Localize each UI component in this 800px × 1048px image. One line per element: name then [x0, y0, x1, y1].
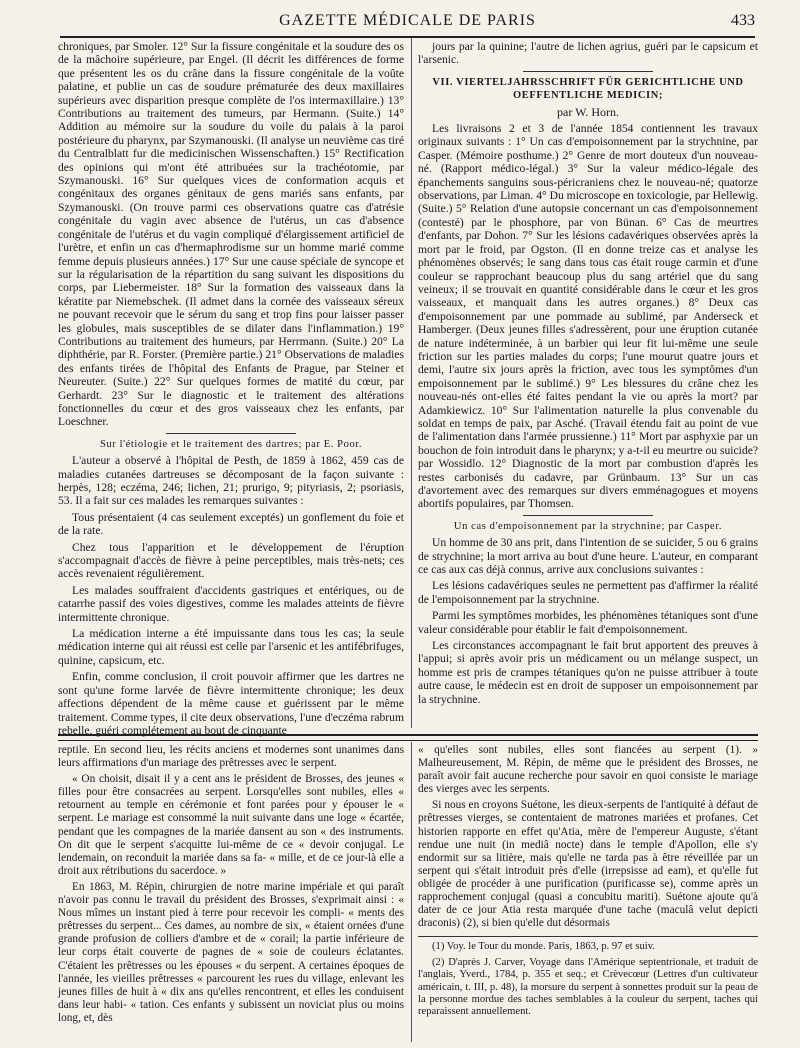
section-heading: Un cas d'empoisonnement par la strychnine; par Casper. — [453, 520, 723, 532]
paragraph: En 1863, M. Répin, chirurgien de notre marine impériale et qui paraît n'avoir pas connu le travail du président des Brosses, s'exprimait ainsi : « Nous mîmes un instant pied à terre pour recevoir les compli- « ments des prêtresses du serpent... Ces dames, au nombre de six, « étaient ornées d'une grande profusion de colliers d'ambre et de « corail; la partie inférieure de leur corps était couverte de pagnes de « soie de couleurs éclatantes. C'étaient les prêtresses ou les épouses « du serpent. A certaines époques de l'année, les vieilles prêtresses « parcourent les rues du village, enlevant les jeunes filles de huit à « dix ans qu'elles rencontrent, et elles les conduisent dans leur habi- « tation. Ces enfants y subissent un noviciat plus ou moins long, et, dès — [58, 880, 404, 1024]
footnote-rule — [418, 936, 758, 937]
paragraph: La médication interne a été impuissante dans tous les cas; la seule médication interne qui ait réussi est celle par l'arsenic et les antifébrifuges, quinine, capsicum, etc. — [58, 627, 404, 667]
paragraph: Les livraisons 2 et 3 de l'année 1854 contiennent les travaux originaux suivants : 1° Un cas d'empoisonnement par la strychnine, par Casper. (Mémoire posthume.) 2° Genre de mort douteux d'un nouveau-né. (Rapport médico-légal.) 3° Sur la valeur médico-légale des épanchements sanguins sous-péricraniens chez le nouveau-né; quatorze observations, par Liman. 4° Du microscope en toxicologie, par Hellewig. (Suite.) 5° Relation d'une autopsie concernant un cas d'empoisonnement (contesté) par le phosphore, par von Bünan. 6° Cas de meurtres d'enfants, par Dohon. 7° Sur les lésions cadavériques observées après la mort par le froid, par Ogston. (Il en donne treize cas et analyse les phénomènes observés; le sang dans tous cas était rouge carmin et d'une couleur se rapprochant beaucoup plus du sang artériel que du sang veineux; il se trouvait en quantité considérable dans le cœur et les gros vaisseaux, et manquait dans les autres organes.) 8° Deux cas d'empoisonnement par une pommade au sublimé, par Anderseck et Hamberger. (Deux jeunes filles s'adressèrent, pour une éruption cutanée de nature indéterminée, à un barbier qui leur fit lui-même une seule friction sur les parties malades du corps; l'une mourut quatre jours et demi, l'autre six jours après la friction, avec tous les symptômes d'un empoisonnement par le sublimé.) 9° Les blessures du crâne chez les nouveau-nés ont-elles été faites pendant la vie ou après la mort? par Adamkiewicz. 10° Sur l'alimentation naturelle la plus convenable du soldat en temps de paix, par Asché. (Travail étendu fait au point de vue de l'alimentation dans l'armée prussienne.) 11° Mort par asphyxie par un bouchon de foin introduit dans le pharynx; y a-t-il eu meurtre ou suicide? par Wossidlo. 12° Diagnostic de la mort par combustion d'après les restes carbonisés du cadavre, par Grünbaum. 13° Sur un cas d'avortement avec des remarques sur divers emménagogues et moyens abortifs populaires, par Thomsen. — [418, 122, 758, 511]
paragraph: « qu'elles sont nubiles, elles sont fiancées au serpent (1). » Malheureusement, M. Répin, de même que le président des Brosses, ne paraît avoir fait aucune recherche pour savoir en quoi consiste le mariage des vierges avec les serpents. — [418, 744, 758, 796]
paragraph: chroniques, par Smoler. 12° Sur la fissure congénitale et la soudure des os de la mâchoire supérieure, par Engel. (Il décrit les différences de forme que présentent les os du crâne dans la fissure congénitale de la voûte palatine, et publie un cas de soudure prématurée des deux maxillaires supérieurs avec disparition presque complète de l'os intermaxillaire.) 13° Contributions au traitement des tumeurs, par Hermann. (Suite.) 14° Addition au mémoire sur la soudure du voile du palais à la paroi postérieure du pharynx, par Szymanouski. (Il analyse un neuvième cas tiré du Centralblatt fur die medicinischen Wissenschaften.) 15° Rectification des opinions qui m'ont été attribuées sur la trachéotomie, par Szymanouski. 16° Sur quelques vices de conformation acquis et congénitaux des organes génitaux de gens mariés sans enfants, par Szymanouski. (On trouve parmi ces observations quatre cas d'atrésie congénitale du vagin avec absence de l'utérus, un cas d'absence congénitale de l'utérus et du vagin compliqué d'élargissement artificiel de l'urètre, et enfin un cas d'hermaphrodisme sur un homme marié comme femme depuis plusieurs années.) 17° Sur une cause spéciale de syncope et sur la régularisation de la répartition du sang suivant les dispositions du corps, par Liebermeister. 18° Sur la formation des vaisseaux dans la kératite par Niemebschek. (Il admet dans la cornée des vaisseaux séreux ne pouvant recevoir que le sérum du sang et trop fins pour laisser passer les globules, mais susceptibles de se dilater dans l'inflammation.) 19° Contributions au traitement des humeurs, par Herrmann. (Suite.) 20° La diphthérie, par R. Forster. (Première partie.) 21° Observations de maladies des enfants tirées de l'hôpital des Enfants de Prague, par Steiner et Neureuter. (Suite.) 22° Sur quelques formes de matité du cœur, par Gerhardt. 23° Sur le diagnostic et le traitement des altérations fonctionnelles du cœur et des gros vaisseaux chez les enfants, par Loeschner. — [58, 40, 404, 429]
column-rule — [411, 742, 412, 1042]
feuilleton-left-column — [58, 744, 404, 1028]
paragraph: reptile. En second lieu, les récits anciens et modernes sont unanimes dans leurs affirmations d'un mariage des prêtresses avec le serpent. — [58, 744, 404, 770]
footnote: (2) D'après J. Carver, Voyage dans l'Amérique septentrionale, et traduit de l'anglais, Yverd., 1784, p. 355 et seq.; et Crèvecœur (Lettres d'un cultivateur américain, t. III, p. 48), la morsure du serpent à sonnettes produit sur la peau de la personne mordue des taches semblables à la couleur du serpent, taches qui reparaissent annuellement. — [418, 956, 758, 1018]
paragraph: Les lésions cadavériques seules ne permettent pas d'affirmer la réalité de l'empoisonnement par la strychnine. — [418, 579, 758, 606]
paragraph: Parmi les symptômes morbides, les phénomènes tétaniques sont d'une valeur considérable pour établir le fait d'empoisonnement. — [418, 609, 758, 636]
right-column — [418, 40, 758, 709]
feuilleton-separator — [58, 734, 758, 741]
divider — [166, 433, 296, 434]
paragraph: Enfin, comme conclusion, il croit pouvoir affirmer que les dartres ne sont qu'une forme larvée de fièvre intermittente chronique; les deux affections dépendent de la même cause et guérissent par le même traitement. Comme types, il cite deux observations, l'une d'eczéma rabrum rebelle, guéri complétement au bout de cinquante — [58, 670, 404, 737]
divider — [523, 71, 653, 72]
divider — [523, 515, 653, 516]
paragraph: Tous présentaient (4 cas seulement exceptés) un gonflement du foie et de la rate. — [58, 510, 404, 538]
paragraph: Un homme de 30 ans prit, dans l'intention de se suicider, 5 ou 6 grains de strychnine; la mort arriva au bout d'une heure. L'auteur, en comparant ce cas aux cas déjà connus, arrive aux conclusions suivantes : — [418, 536, 758, 577]
paragraph: Chez tous l'apparition et le développement de l'éruption s'accompagnait d'accès de fièvre à peine perceptibles, mais très-nets; ces accès revenaient régulièrement. — [58, 540, 404, 581]
feuilleton-right-column — [418, 744, 758, 1022]
section-heading: Sur l'étiologie et le traitement des dartres; par E. Poor. — [99, 438, 363, 450]
section-heading: VII. VIERTELJAHRSSCHRIFT FÜR GERICHTLICHE UND OEFFENTLICHE MEDICIN; — [432, 76, 744, 102]
page-header — [60, 10, 755, 38]
footnote: (1) Voy. le Tour du monde. Paris, 1863, p. 97 et suiv. — [432, 941, 655, 953]
left-column — [58, 40, 404, 740]
paragraph: Les circonstances accompagnant le fait brut apportent des preuves à l'appui; si après avoir pris un médicament ou un mélange suspect, un homme est pris de crampes tétaniques qu'on ne puisse attribuer à toute autre cause, le médecin est en droit de supposer un empoisonnement par la strychnine. — [418, 639, 758, 706]
section-byline: par W. Horn. — [557, 104, 619, 119]
paragraph: jours par la quinine; l'autre de lichen agrius, guéri par le capsicum et l'arsenic. — [418, 40, 758, 67]
journal-title: GAZETTE MÉDICALE DE PARIS — [279, 12, 536, 29]
paragraph: L'auteur a observé à l'hôpital de Pesth, de 1859 à 1862, 459 cas de maladies cutanées dartreuses se décomposant de la façon suivante : herpès, 128; eczéma, 246; lichen, 21; prurigo, 9; pityriasis, 2; psoriasis, 53. Il a fait sur ces malades les remarques suivantes : — [58, 454, 404, 508]
paragraph: Si nous en croyons Suétone, les dieux-serpents de l'antiquité à défaut de prêtresses vierges, se contentaient de matrones mariées et profanes. Cet historien rapporte en effet qu'Atia, mère de l'empereur Auguste, s'étant rendue une nuit (in mediâ nocte) dans le temple d'Apollon, elle s'y endormit sur sa litière, mais qu'elle ne tarda pas à être réveillée par un serpent qui s'était introduit près d'elle (irrepsisse ad eam), et qu'elle fut obligée de procéder à une purification (purificasse se), comme après un rapprochement conjugal (quasi a concubitu mariti). Suétone ajoute qu'à dater de ce jour Atia resta marquée d'une tache (maculâ velut depicti draconis) (2), si bien qu'elle dut désormais — [418, 799, 758, 930]
column-rule — [411, 38, 412, 728]
paragraph: Les malades souffraient d'accidents gastriques et entériques, ou de catarrhe passif des voies digestives, comme les malades atteints de fièvre intermittente chronique. — [58, 583, 404, 624]
page-number: 433 — [731, 12, 755, 29]
quote-paragraph: « On choisit, disait il y a cent ans le président de Brosses, des jeunes « filles pour être consacrées au serpent. Lorsqu'elles sont nubiles, elles « retournent au temple en cérémonie et font parées pour y épouser le « serpent. Le mariage est consommé la nuit suivante dans une loge « écartée, pendant que les compagnes de la mariée dansent au son « des instruments. On dit que le serpent s'acquitte lui-même de ce « devoir conjugal. Le lendemain, on reconduit la mariée dans sa fa- « mille, et de ce jour-là elle a droit aux rétributions du sacerdoce. » — [58, 773, 404, 877]
